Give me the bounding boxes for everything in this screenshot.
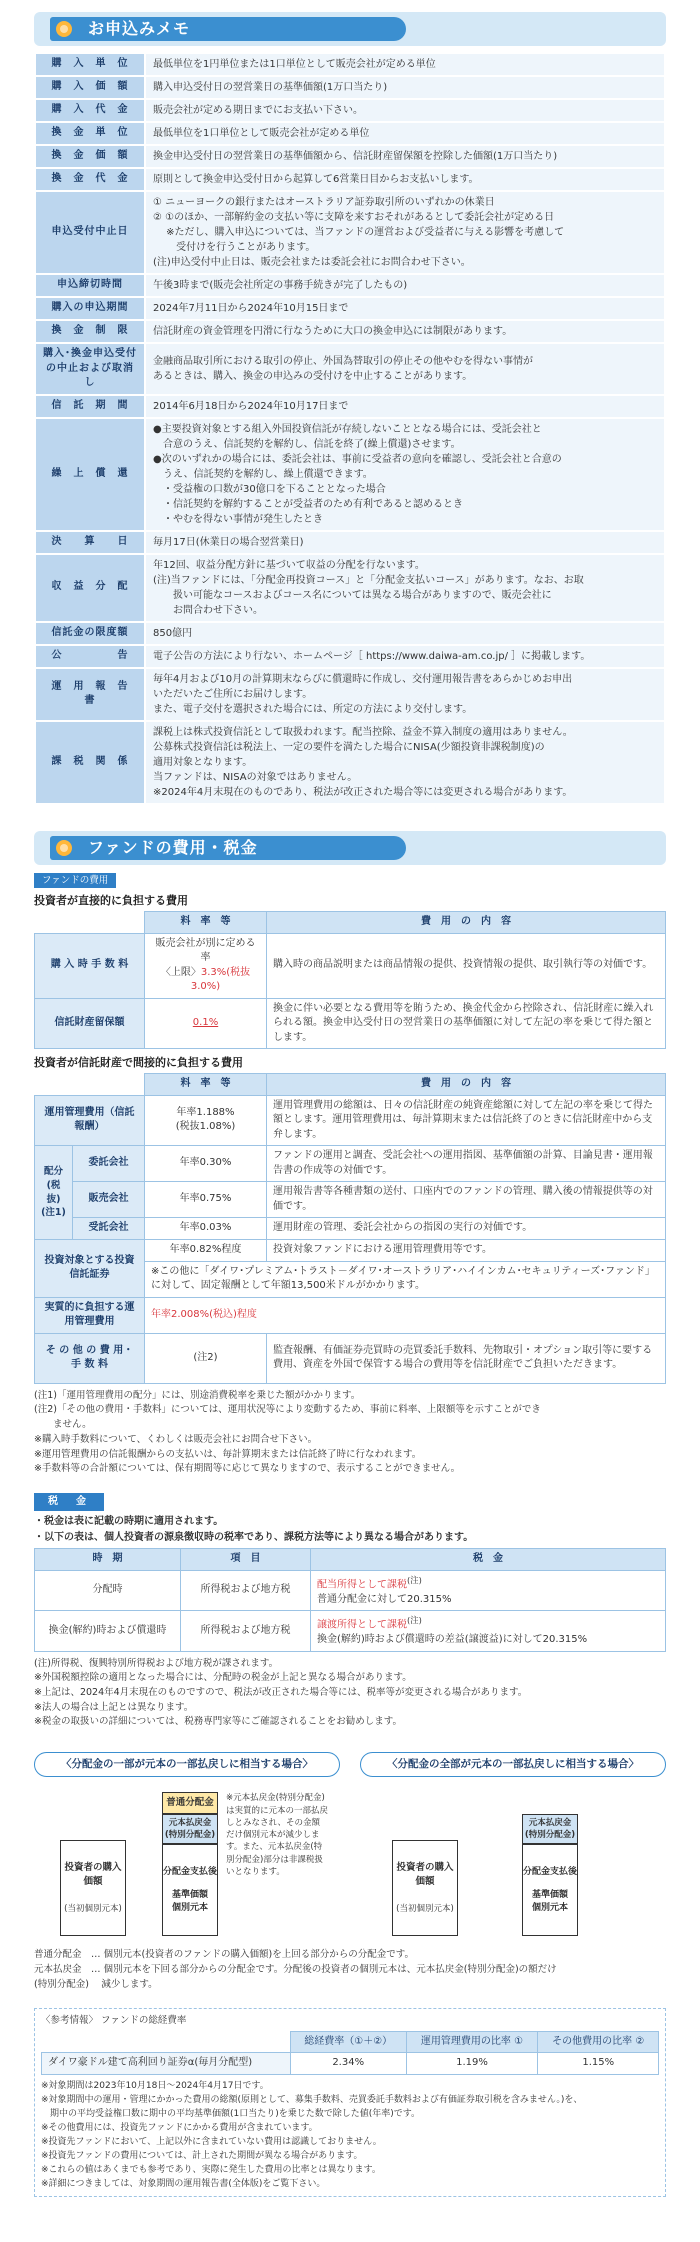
memo-row-value: 金融商品取引所における取引の停止、外国為替取引の停止その他やむを得ない事情が あるときは、購入、換金の申込みの受付けを中止することがあります。 [145,343,665,395]
alloc-name: 受託会社 [73,1218,145,1240]
memo-section-header [34,12,666,46]
col-tax: 税 金 [311,1549,666,1571]
purchase-fee-label: 購 入 時 手 数 料 [35,933,145,998]
expense-ratio-table [41,2031,659,2075]
indirect-costs-heading: 投資者が信託財産で間接的に負担する費用 [34,1056,243,1070]
memo-row-label: 申込締切時間 [35,274,145,297]
invest-label: 投資対象とする投資信託証券 [35,1240,145,1298]
normal-dist-box: 普通分配金 [162,1792,218,1814]
memo-row-label: 換 金 単 位 [35,122,145,145]
other-fee-rate: (注2) [145,1333,267,1383]
memo-row-value: 最低単位を1円単位または1口単位として販売会社が定める単位 [145,53,665,76]
memo-row-label: 運 用 報 告 書 [35,668,145,721]
tax-detail: 配当所得として課税$^{(注)}$ 普通分配金に対して20.315% [311,1570,666,1610]
mgmt-fee-rate: 年率1.188% (税抜1.08%) [145,1095,267,1146]
fees-tag: ファンドの費用 [34,873,116,889]
mgmt-ratio: 1.19% [406,2053,538,2075]
memo-row [35,531,665,554]
diagram-legend: 普通分配金 … 個別元本(投資者のファンドの購入価額)を上回る部分からの分配金です。 元本払戻金 … 個別元本を下回る部分からの分配金です。分配後の投資者の個別元本は、元本払戻金(特別分配金)の額だけ (特別分配金) 減少します。 [34,1949,557,1990]
memo-row-label: 決 算 日 [35,531,145,554]
memo-row-value: 2024年7月11日から2024年10月15日まで [145,297,665,320]
other-fee-label: そ の 他 の 費 用・手 数 料 [35,1333,145,1383]
memo-row [35,320,665,343]
refund-dist-box: 元本払戻金(特別分配金) [522,1814,578,1844]
memo-row-value: ●主要投資対象とする組入外国投資信託が存続しないこととなる場合には、受託会社と 合意のうえ、信託契約を解約し、信託を終了(繰上償還)させます。 ●次のいずれかの場合には、委託会社は、事前に受益者の意向を確認し、受託会社と合意の うえ、信託契約を解約し、繰上償還できます。 ・受益権の口数が30億口を下ることとなった場合 ・信託契約を解約することが受益者のため有利であると認めるとき ・やむを得ない事情が発生したとき [145,418,665,531]
invest-rate: 年率0.82%程度 [145,1240,267,1262]
direct-costs-heading: 投資者が直接的に負担する費用 [34,894,188,908]
memo-row [35,274,665,297]
memo-row [35,645,665,668]
fee-notes: (注1)「運用管理費用の配分」には、別途消費税率を乗じた額がかかります。 (注2)「その他の費用・手数料」については、運用状況等により変動するため、事前に料率、上限額等を示すことができ ません。 ※購入時手数料について、くわしくは販売会社にお問合せ下さい。 ※運用管理費用の信託報酬からの支払いは、毎計算期末または信託終了時に行なわれます。 ※手数料等の合計額については、保有期間等に応じて異なりますので、表示することができません。 [34,1389,541,1475]
memo-row [35,395,665,418]
col-total: 総経費率（①＋②） [290,2031,406,2053]
memo-row [35,76,665,99]
refund-dist-box: 元本払戻金(特別分配金) [162,1814,218,1844]
memo-row-value: 購入申込受付日の翌営業日の基準価額(1万口当たり) [145,76,665,99]
memo-row [35,191,665,274]
tax-tag: 税 金 [34,1493,104,1512]
memo-row-label: 課 税 関 係 [35,721,145,804]
memo-row [35,668,665,721]
memo-row-label: 購入の申込期間 [35,297,145,320]
circle-bullet-icon [56,21,72,37]
col-item: 項 目 [181,1549,311,1571]
tax-table [34,1548,666,1651]
memo-row-value: 850億円 [145,622,665,645]
memo-row-label: 申込受付中止日 [35,191,145,274]
memo-row [35,418,665,531]
memo-row-label: 購入･換金申込受付の中止および取消し [35,343,145,395]
reference-title: 〈参考情報〉 ファンドの総経費率 [41,2015,187,2027]
total-ratio: 2.34% [290,2053,406,2075]
reference-box [34,2008,666,2197]
tax-when: 換金(解約)時および償還時 [35,1611,181,1651]
memo-row-value: ① ニューヨークの銀行またはオーストラリア証券取引所のいずれかの休業日 ② ①のほか、一部解約金の支払い等に支障を来すおそれがあるとして委託会社が定める日 ※ただし、購入申込については、当ファンドの運営および受益者に与える影響を考慮して 受付けを行うことがあります。 (注)申込受付中止日は、販売会社または委託会社にお問合わせ下さい。 [145,191,665,274]
circle-bullet-icon [56,840,72,856]
memo-row-label: 換 金 制 限 [35,320,145,343]
memo-row-value: 最低単位を1口単位として販売会社が定める単位 [145,122,665,145]
memo-row [35,122,665,145]
memo-row [35,53,665,76]
mgmt-fee-label: 運用管理費用（信託報酬） [35,1095,145,1146]
alloc-rate: 年率0.75% [145,1182,267,1218]
alloc-desc: ファンドの運用と調査、受託会社への運用指図、基準価額の計算、目論見書・運用報告書の作成等の対価です。 [267,1146,666,1182]
after-pay-box: 分配金支払後 基準価額 個別元本 [522,1844,578,1936]
direct-fee-table [34,911,666,1049]
indirect-fee-table [34,1073,666,1384]
memo-row-value: 信託財産の資金管理を円滑に行なうために大口の換金申込には制限があります。 [145,320,665,343]
memo-row [35,145,665,168]
invest-desc: 投資対象ファンドにおける運用管理費用等です。 [267,1240,666,1262]
tax-when: 分配時 [35,1570,181,1610]
memo-row-value: 換金申込受付日の翌営業日の基準価額から、信託財産留保額を控除した価額(1万口当たり) [145,145,665,168]
other-fee-desc: 監査報酬、有価証券売買時の売買委託手数料、先物取引・オプション取引等に要する費用、資産を外国で保管する場合の費用等を信託財産でご負担いただきます。 [267,1333,666,1383]
right-diagram-title: 〈分配金の全部が元本の一部払戻しに相当する場合〉 [360,1752,666,1777]
invest-note: ※この他に「ダイワ･プレミアム･トラスト－ダイワ･オーストラリア･ハイインカム･セキュリティーズ･ファンド」に対して、固定報酬として年額13,500米ドルがかかります。 [145,1261,666,1297]
memo-row [35,297,665,320]
col-rate: 料 率 等 [145,1074,267,1096]
retention-desc: 換金に伴い必要となる費用等を賄うため、換金代金から控除され、信託財産に繰入れられる額。換金申込受付日の翌営業日の基準価額に対して左記の率を乗じて得た額とします。 [267,998,666,1049]
memo-row-value: 午後3時まで(販売会社所定の事務手続きが完了したもの) [145,274,665,297]
memo-row [35,622,665,645]
mgmt-fee-desc: 運用管理費用の総額は、日々の信託財産の純資産総額に対して左記の率を乗じて得た額とします。運用管理費用は、毎計算期末または信託終了のときに信託財産中から支弁します。 [267,1095,666,1146]
memo-row [35,168,665,191]
actual-fee-label: 実質的に負担する運用管理費用 [35,1297,145,1333]
memo-row-value: 原則として換金申込受付日から起算して6営業日目からお支払いします。 [145,168,665,191]
alloc-rate: 年率0.30% [145,1146,267,1182]
memo-row-label: 信託金の限度額 [35,622,145,645]
memo-row-value: 年12回、収益分配方針に基づいて収益の分配を行ないます。 (注)当ファンドには、「分配金再投資コース」と「分配金支払いコース」があります。なお、お取 扱い可能なコースおよびコース名については異なる場合がありますので、販売会社に お問合わせ下さい。 [145,554,665,622]
memo-row-label: 換 金 代 金 [35,168,145,191]
memo-row-label: 公 告 [35,645,145,668]
tax-notes: (注)所得税、復興特別所得税および地方税が課されます。 ※外国税額控除の適用となった場合には、分配時の税金が上記と異なる場合があります。 ※上記は、2024年4月末現在のものですので、税法が改正された場合等には、税率等が変更される場合があります。 ※法人の場合は上記とは異なります。 ※税金の取扱いの詳細については、税務専門家等にご確認されることをお勧めします。 [34,1657,528,1728]
memo-row-value: 課税上は株式投資信託として取扱われます。配当控除、益金不算入制度の適用はありません。 公募株式投資信託は税法上、一定の要件を満たした場合にNISA(少額投資非課税制度)の 適用対象となります。 当ファンドは、NISAの対象ではありません。 ※2024年4月末現在のものであり、税法が改正された場合等には変更される場合があります。 [145,721,665,804]
fees-title: ファンドの費用・税金 [88,837,258,857]
alloc-desc: 運用財産の管理、委託会社からの指図の実行の対価です。 [267,1218,666,1240]
memo-row-label: 繰 上 償 還 [35,418,145,531]
col-when: 時 期 [35,1549,181,1571]
alloc-label: 配分(税抜)(注1) [35,1146,73,1240]
memo-row [35,721,665,804]
memo-row-label: 購 入 単 位 [35,53,145,76]
memo-table [34,52,666,805]
purchase-fee-rate: 販売会社が別に定める率 〈上限〉3.3%(税抜3.0%) [145,933,267,998]
memo-row-label: 購 入 代 金 [35,99,145,122]
col-mgmt: 運用管理費用の比率 ① [406,2031,538,2053]
memo-row-label: 収 益 分 配 [35,554,145,622]
memo-row-label: 換 金 価 額 [35,145,145,168]
investor-price-box: 投資者の購入価額 (当初個別元本) [60,1840,126,1936]
col-desc: 費 用 の 内 容 [267,1074,666,1096]
memo-row [35,99,665,122]
fees-section-header [34,831,666,865]
other-ratio: 1.15% [538,2053,659,2075]
actual-fee-rate: 年率2.008%(税込)程度 [145,1297,666,1333]
left-diagram-title: 〈分配金の一部が元本の一部払戻しに相当する場合〉 [34,1752,340,1777]
memo-row-value: 販売会社が定める期日までにお支払い下さい。 [145,99,665,122]
retention-label: 信託財産留保額 [35,998,145,1049]
memo-row-value: 毎年4月および10月の計算期末ならびに償還時に作成し、交付運用報告書をあらかじめお申出 いただいたご住所にお届けします。 また、電子交付を選択された場合には、所定の方法により交付します。 [145,668,665,721]
col-other: その他費用の比率 ② [538,2031,659,2053]
after-pay-box: 分配金支払後 基準価額 個別元本 [162,1844,218,1936]
alloc-name: 販売会社 [73,1182,145,1218]
memo-row [35,343,665,395]
memo-row-value: 2014年6月18日から2024年10月17日まで [145,395,665,418]
side-note: ※元本払戻金(特別分配金)は実質的に元本の一部払戻しとみなされ、その金額だけ個別元本が減少します。また、元本払戻金(特別分配金)部分は非課税扱いとなります。 [226,1793,329,1878]
memo-title: お申込みメモ [88,19,191,39]
memo-row-value: 毎月17日(休業日の場合翌営業日) [145,531,665,554]
investor-price-box: 投資者の購入価額 (当初個別元本) [392,1840,458,1936]
col-rate: 料 率 等 [145,912,267,934]
memo-row [35,554,665,622]
memo-row-value: 電子公告の方法により行ない、ホームページ［ https://www.daiwa-am.co.jp/ ］に掲載します。 [145,645,665,668]
memo-row-label: 購 入 価 額 [35,76,145,99]
alloc-rate: 年率0.03% [145,1218,267,1240]
tax-item: 所得税および地方税 [181,1570,311,1610]
reference-notes: ※対象期間は2023年10月18日～2024年4月17日です。 ※対象期間中の運用・管理にかかった費用の総額(原則として、募集手数料、売買委託手数料および有価証券取引税を含みません。)を、 期中の平均受益権口数に期中の平均基準価額(1口当たり)を乗じた数で除した値(年率)です。 ※その他費用には、投資先ファンドにかかる費用が含まれています。 ※投資先ファンドにおいて、上記以外に含まれていない費用は認識しておりません。 ※投資先ファンドの費用については、計上された期間が異なる場合があります。 ※これらの値はあくまでも参考であり、実際に発生した費用の比率とは異なります。 ※詳細につきましては、対象期間の運用報告書(全体版)をご覧下さい。 [41,2080,583,2189]
alloc-name: 委託会社 [73,1146,145,1182]
tax-lines: ・税金は表に記載の時期に適用されます。 ・以下の表は、個人投資者の源泉徴収時の税率であり、課税方法等により異なる場合があります。 [34,1516,474,1544]
tax-detail: 譲渡所得として課税$^{(注)}$ 換金(解約)時および償還時の差益(譲渡益)に対して20.315% [311,1611,666,1651]
fund-name: ダイワ豪ドル建て高利回り証券α(毎月分配型) [42,2053,291,2075]
distribution-diagram [34,1752,666,1990]
purchase-fee-desc: 購入時の商品説明または商品情報の提供、投資情報の提供、取引執行等の対価です。 [267,933,666,998]
col-desc: 費 用 の 内 容 [267,912,666,934]
alloc-desc: 運用報告書等各種書類の送付、口座内でのファンドの管理、購入後の情報提供等の対価です。 [267,1182,666,1218]
memo-row-label: 信 託 期 間 [35,395,145,418]
retention-rate: 0.1% [145,998,267,1049]
tax-item: 所得税および地方税 [181,1611,311,1651]
